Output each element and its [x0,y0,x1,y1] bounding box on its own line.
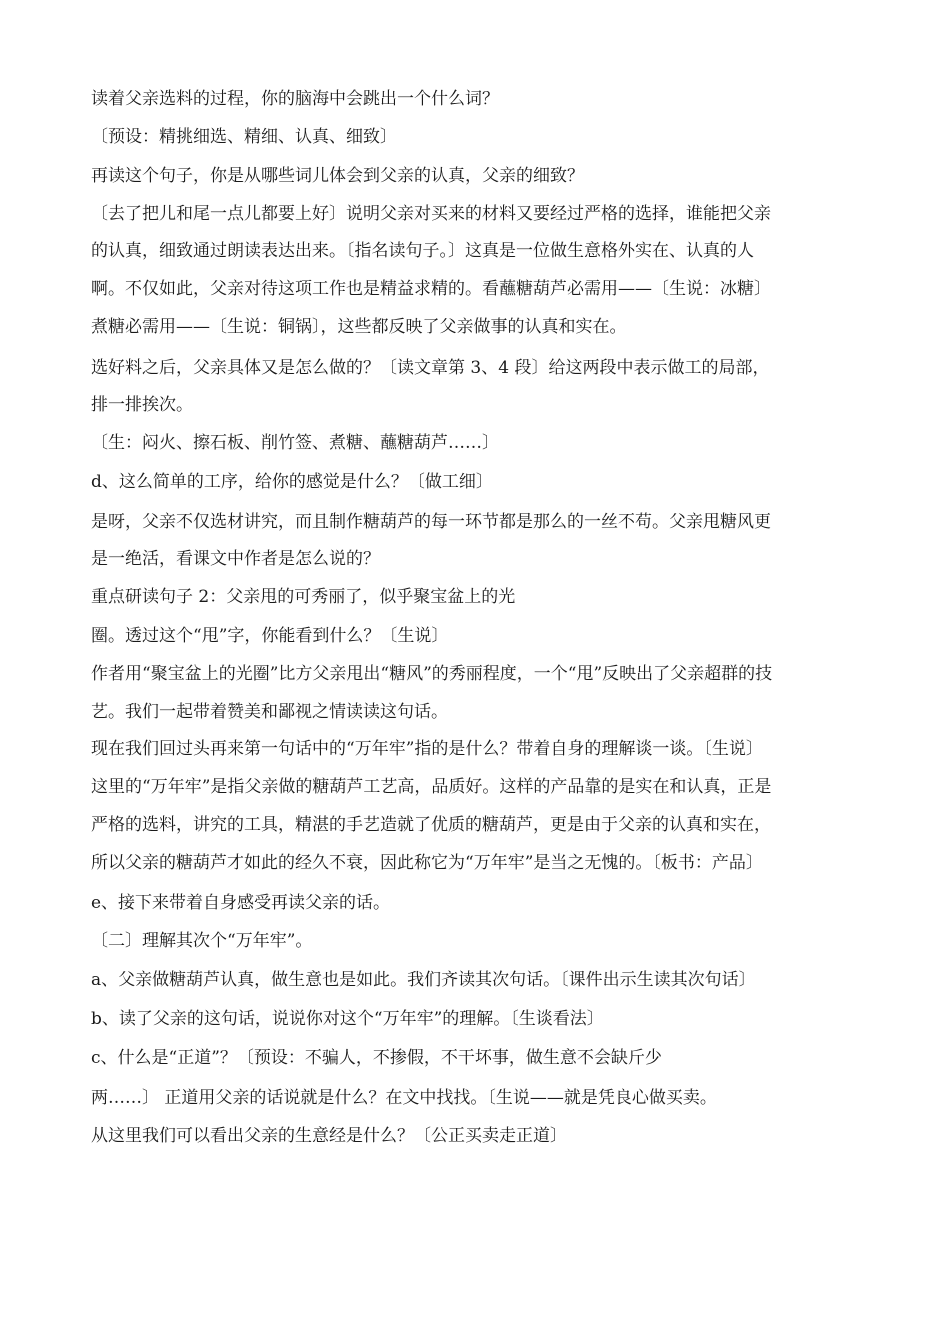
text-line: 〔生：闷火、擦石板、削竹签、煮糖、蘸糖葫芦……〕 [91,433,499,453]
text-line: 选好料之后，父亲具体又是怎么做的？〔读文章第 3、4 段〕给这两段中表示做工的局部， [91,358,770,378]
text-line: 现在我们回过头再来第一句话中的“万年牢”指的是什么？带着自身的理解谈一谈。〔生说〕 [91,739,763,759]
text-line: c、什么是“正道”？〔预设：不骗人，不掺假，不干坏事，做生意不会缺斤少 [91,1048,662,1068]
text-line: 这里的“万年牢”是指父亲做的糖葫芦工艺高，品质好。这样的产品靠的是实在和认真，正是 [91,777,772,797]
text-line: 作者用“聚宝盆上的光圈”比方父亲甩出“糖风”的秀丽程度，一个“甩”反映出了父亲超群的技 [91,664,773,684]
text-line: 煮糖必需用——〔生说：铜锅〕，这些都反映了父亲做事的认真和实在。 [91,317,627,337]
text-line: 是一绝活，看课文中作者是怎么说的？ [91,549,380,569]
text-line: 再读这个句子，你是从哪些词儿体会到父亲的认真，父亲的细致？ [91,166,584,186]
text-line: b、读了父亲的这句话，说说你对这个“万年牢”的理解。〔生谈看法〕 [91,1009,604,1029]
text-line: a、父亲做糖葫芦认真，做生意也是如此。我们齐读其次句话。〔课件出示生读其次句话〕 [91,970,756,990]
text-line: 重点研读句子 2：父亲甩的可秀丽了，似乎聚宝盆上的光 [91,587,516,607]
text-line: 排一排挨次。 [91,395,193,415]
text-line: 读着父亲选料的过程，你的脑海中会跳出一个什么词？ [91,89,499,109]
text-line: 艺。我们一起带着赞美和鄙视之情读读这句话。 [91,702,448,722]
text-line: 〔去了把儿和尾一点儿都要上好〕说明父亲对买来的材料又要经过严格的选择，谁能把父亲 [91,204,771,224]
text-line: 所以父亲的糖葫芦才如此的经久不衰，因此称它为“万年牢”是当之无愧的。〔板书：产品〕 [91,853,763,873]
text-line: 〔预设：精挑细选、精细、认真、细致〕 [91,127,397,147]
text-line: 〔二〕理解其次个“万年牢”。 [91,931,313,951]
text-line: d、这么简单的工序，给你的感觉是什么？〔做工细〕 [91,472,493,492]
text-line: e、接下来带着自身感受再读父亲的话。 [91,893,391,913]
text-line: 严格的选料，讲究的工具，精湛的手艺造就了优质的糖葫芦，更是由于父亲的认真和实在， [91,815,771,835]
text-line: 的认真，细致通过朗读表达出来。〔指名读句子。〕这真是一位做生意格外实在、认真的人 [91,241,754,261]
text-line: 圈。透过这个“甩”字，你能看到什么？〔生说〕 [91,626,449,646]
text-line: 是呀，父亲不仅选材讲究，而且制作糖葫芦的每一环节都是那么的一丝不苟。父亲甩糖风更 [91,512,771,532]
text-line: 啊。不仅如此，父亲对待这项工作也是精益求精的。看蘸糖葫芦必需用——〔生说：冰糖〕 [91,279,771,299]
text-line: 两……〕 正道用父亲的话说就是什么？在文中找找。〔生说——就是凭良心做买卖。 [91,1088,717,1108]
text-line: 从这里我们可以看出父亲的生意经是什么？〔公正买卖走正道〕 [91,1126,567,1146]
